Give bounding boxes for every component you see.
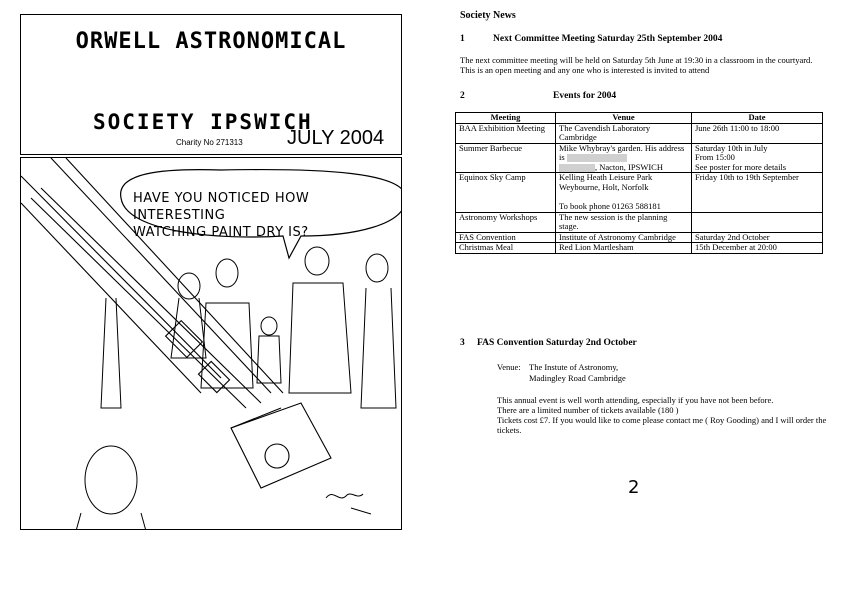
speech-bubble-text	[133, 190, 402, 241]
date-cell: June 26th 11:00 to 18:00	[692, 123, 823, 143]
header-date: Date	[692, 113, 823, 124]
date-cell	[692, 143, 823, 173]
venue-line: Kelling Heath Leisure Park	[559, 172, 653, 182]
table-row	[456, 243, 823, 254]
venue-line: Weybourne, Holt, Norfolk	[559, 181, 649, 192]
date-cell	[692, 212, 823, 232]
section1-number: 1	[460, 34, 465, 44]
venue-cell: The Cavendish Laboratory Cambridge	[556, 123, 692, 143]
meeting-cell: FAS Convention	[456, 232, 556, 243]
table-row	[456, 173, 823, 213]
meeting-cell: Christmas Meal	[456, 243, 556, 254]
society-news-heading: Society News	[460, 10, 516, 21]
events-table	[455, 112, 823, 254]
issue-date: JULY 2004	[287, 127, 385, 149]
speech-line2: WATCHING PAINT DRY IS?	[133, 225, 309, 240]
date-cell: 15th December at 20:00	[692, 243, 823, 254]
venue-cell: Institute of Astronomy Cambridge	[556, 232, 692, 243]
section2-number: 2	[460, 91, 465, 101]
cover-title-box	[20, 14, 402, 155]
venue-cell	[556, 173, 692, 213]
table-row	[456, 232, 823, 243]
venue-line2: Madingley Road Cambridge	[529, 373, 626, 383]
society-title-line2: SOCIETY IPSWICH	[93, 110, 313, 134]
meeting-cell: Summer Barbecue	[456, 143, 556, 173]
charity-number: Charity No 271313	[176, 138, 243, 147]
venue-cell: The new session is the planning stage.	[556, 212, 692, 232]
table-row	[456, 123, 823, 143]
header-meeting: Meeting	[456, 113, 556, 124]
venue-cell: Red Lion Martlesham	[556, 243, 692, 254]
section2-title: Events for 2004	[553, 91, 617, 101]
venue-prefix: Mike Whybray's garden. His address is	[559, 142, 685, 162]
date-line: Saturday 10th in July	[695, 142, 768, 153]
section3-number: 3	[460, 338, 465, 348]
venue-suffix: , Nacton, IPSWICH	[595, 161, 663, 172]
artist-signature	[326, 494, 371, 514]
table-row	[456, 143, 823, 173]
cartoon-illustration	[20, 157, 402, 530]
venue-line1: The Instute of Astronomy,	[529, 362, 619, 372]
section1-title: Next Committee Meeting Saturday 25th September 2004	[493, 34, 723, 44]
body-line: Tickets cost £7. If you would like to come please contact me ( Roy Gooding) and I will order the tickets.	[497, 415, 827, 435]
meeting-cell: Equinox Sky Camp	[456, 173, 556, 213]
speech-line1: HAVE YOU NOTICED HOW INTERESTING	[133, 191, 310, 223]
date-cell: Saturday 2nd October	[692, 232, 823, 243]
body-line: This annual event is well worth attending, especially if you have not been before.	[497, 395, 774, 405]
page-number: 2	[628, 477, 640, 498]
body-line: There are a limited number of tickets available (180 )	[497, 405, 679, 415]
section3-body	[497, 395, 827, 435]
date-line: See poster for more details	[695, 161, 787, 172]
venue-line: To book phone 01263 588181	[559, 201, 661, 211]
table-row	[456, 212, 823, 232]
table-header-row	[456, 113, 823, 124]
redacted-address	[559, 164, 595, 172]
society-title-line1: ORWELL ASTRONOMICAL	[75, 29, 347, 54]
venue-cell	[556, 143, 692, 173]
header-venue: Venue	[556, 113, 692, 124]
date-cell: Friday 10th to 19th September	[692, 173, 823, 213]
section1-body: The next committee meeting will be held on Saturday 5th June at 19:30 in a classroom in the courtyard. This is an open meeting and any one who is interested is invited to attend	[460, 55, 813, 75]
meeting-cell: BAA Exhibition Meeting	[456, 123, 556, 143]
section3-title: FAS Convention Saturday 2nd October	[477, 338, 637, 348]
venue-label: Venue:	[497, 362, 521, 372]
date-line: From 15:00	[695, 152, 735, 162]
meeting-cell: Astronomy Workshops	[456, 212, 556, 232]
